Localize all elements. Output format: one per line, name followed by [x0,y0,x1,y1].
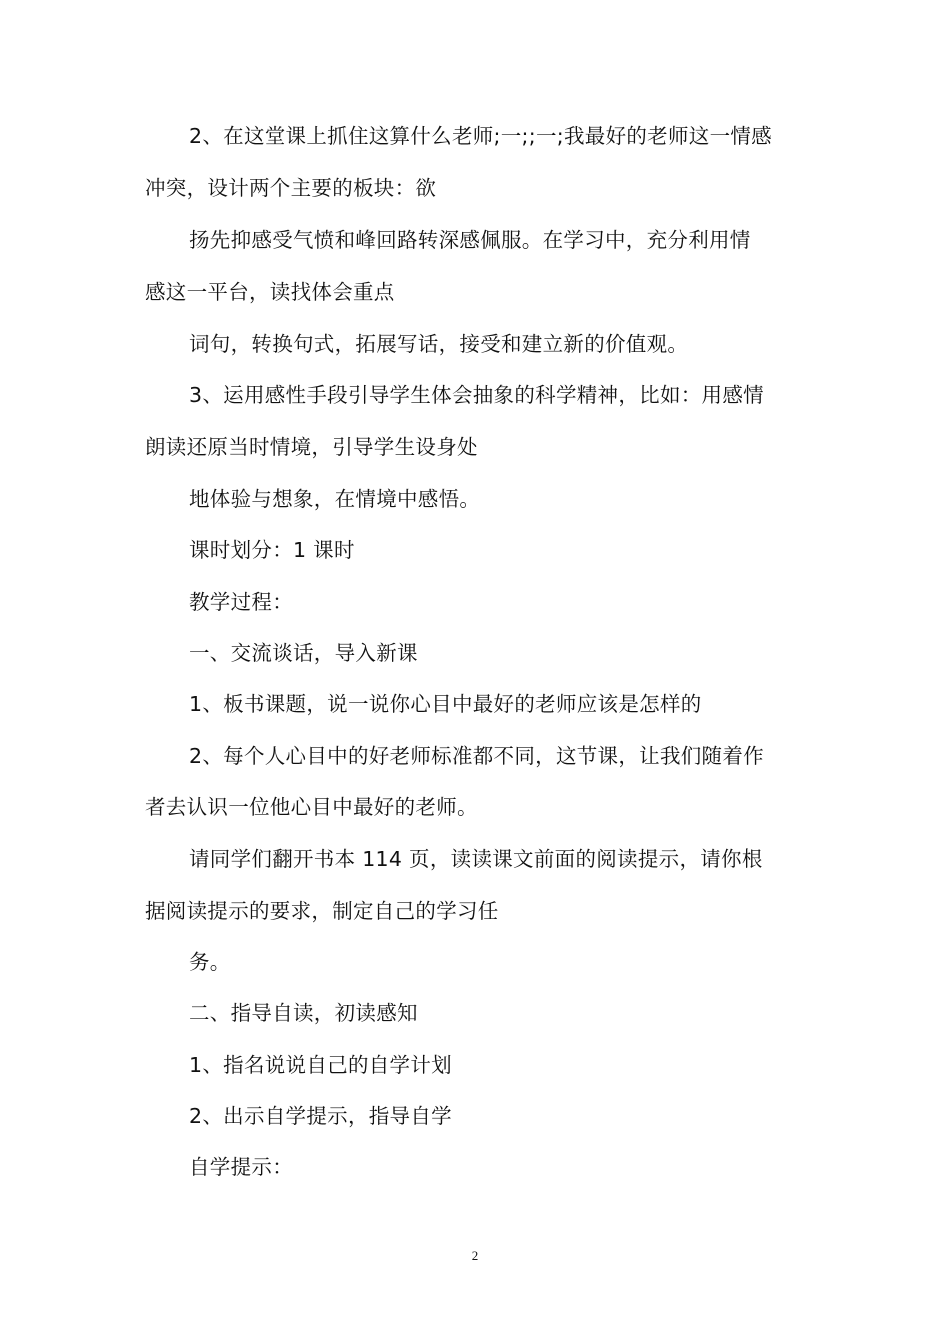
text-line: 1、板书课题，说一说你心目中最好的老师应该是怎样的 [189,692,702,716]
text-line: 课时划分：1 课时 [189,538,355,562]
text-line: 者去认识一位他心目中最好的老师。 [145,795,478,819]
text-line: 2、每个人心目中的好老师标准都不同，这节课，让我们随着作 [189,744,764,768]
text-line: 务。 [189,950,231,974]
text-line: 1、指名说说自己的自学计划 [189,1053,452,1077]
text-line: 词句，转换句式，拓展写话，接受和建立新的价值观。 [189,332,689,356]
text-line: 3、运用感性手段引导学生体会抽象的科学精神，比如：用感情 [189,383,764,407]
text-line: 感这一平台，读找体会重点 [145,280,395,304]
text-line: 扬先抑感受气愤和峰回路转深感佩服。在学习中，充分利用情 [189,228,751,252]
text-line: 一、交流谈话，导入新课 [189,641,418,665]
text-line: 冲突，设计两个主要的板块：欲 [145,176,437,200]
text-line: 据阅读提示的要求，制定自己的学习任 [145,899,499,923]
text-line: 地体验与想象，在情境中感悟。 [189,487,481,511]
text-line: 朗读还原当时情境，引导学生设身处 [145,435,478,459]
text-line: 教学过程： [189,590,293,614]
page-number: 2 [471,1248,479,1263]
text-line: 2、在这堂课上抓住这算什么老师;一;;一;我最好的老师这一情感 [189,124,772,148]
text-line: 自学提示： [189,1155,293,1179]
text-line: 二、指导自读，初读感知 [189,1001,418,1025]
text-line: 2、出示自学提示，指导自学 [189,1104,452,1128]
text-line: 请同学们翻开书本 114 页，读读课文前面的阅读提示，请你根 [189,847,763,871]
